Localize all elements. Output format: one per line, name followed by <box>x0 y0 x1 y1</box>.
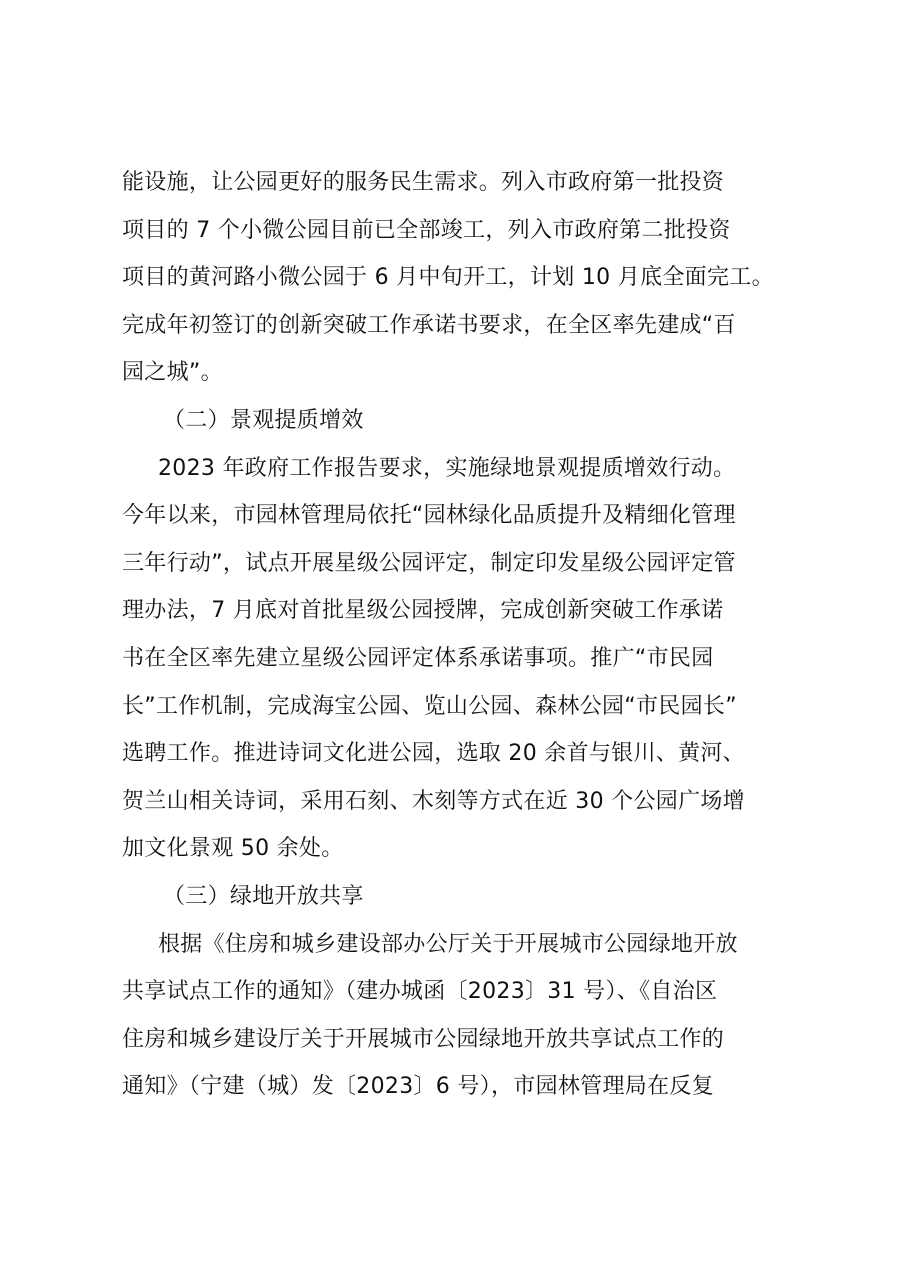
body-text-line: 长”工作机制，完成海宝公园、览山公园、森林公园“市民园长” <box>122 693 737 719</box>
body-text-line: 三年行动”，试点开展星级公园评定，制定印发星级公园评定管 <box>122 550 736 576</box>
body-text-line: 书在全区率先建立星级公园评定体系承诺事项。推广“市民园 <box>122 645 714 671</box>
section-heading: （二）景观提质增效 <box>163 407 364 433</box>
paragraph-first-line: 根据《住房和城乡建设部办公厅关于开展城市公园绿地开放 <box>158 931 738 957</box>
body-text-line: 今年以来，市园林管理局依托“园林绿化品质提升及精细化管理 <box>122 503 736 529</box>
body-text-line: 住房和城乡建设厅关于开展城市公园绿地开放共享试点工作的 <box>122 1026 725 1052</box>
body-text-line: 加文化景观 50 余处。 <box>122 836 344 862</box>
document-body <box>122 159 822 1111</box>
body-text-line: 选聘工作。推进诗词文化进公园，选取 20 余首与银川、黄河、 <box>122 741 745 767</box>
body-text-line: 项目的 7 个小微公园目前已全部竣工，列入市政府第二批投资 <box>122 217 731 243</box>
body-text-line: 园之城”。 <box>122 360 223 386</box>
body-text-line: 通知》（宁建（城）发〔2023〕6 号），市园林管理局在反复 <box>122 1074 714 1100</box>
body-text-line: 贺兰山相关诗词，采用石刻、木刻等方式在近 30 个公园广场增 <box>122 788 745 814</box>
paragraph-first-line: 2023 年政府工作报告要求，实施绿地景观提质增效行动。 <box>158 455 736 481</box>
body-text-line: 理办法，7 月底对首批星级公园授牌，完成创新突破工作承诺 <box>122 598 724 624</box>
body-text-line: 完成年初签订的创新突破工作承诺书要求，在全区率先建成“百 <box>122 312 736 338</box>
body-text-line: 项目的黄河路小微公园于 6 月中旬开工，计划 10 月底全面完工。 <box>122 265 774 291</box>
body-text-line: 共享试点工作的通知》（建办城函〔2023〕31 号）、《自治区 <box>122 979 718 1005</box>
section-heading: （三）绿地开放共享 <box>163 883 364 909</box>
body-text-line: 能设施，让公园更好的服务民生需求。列入市政府第一批投资 <box>122 170 725 195</box>
